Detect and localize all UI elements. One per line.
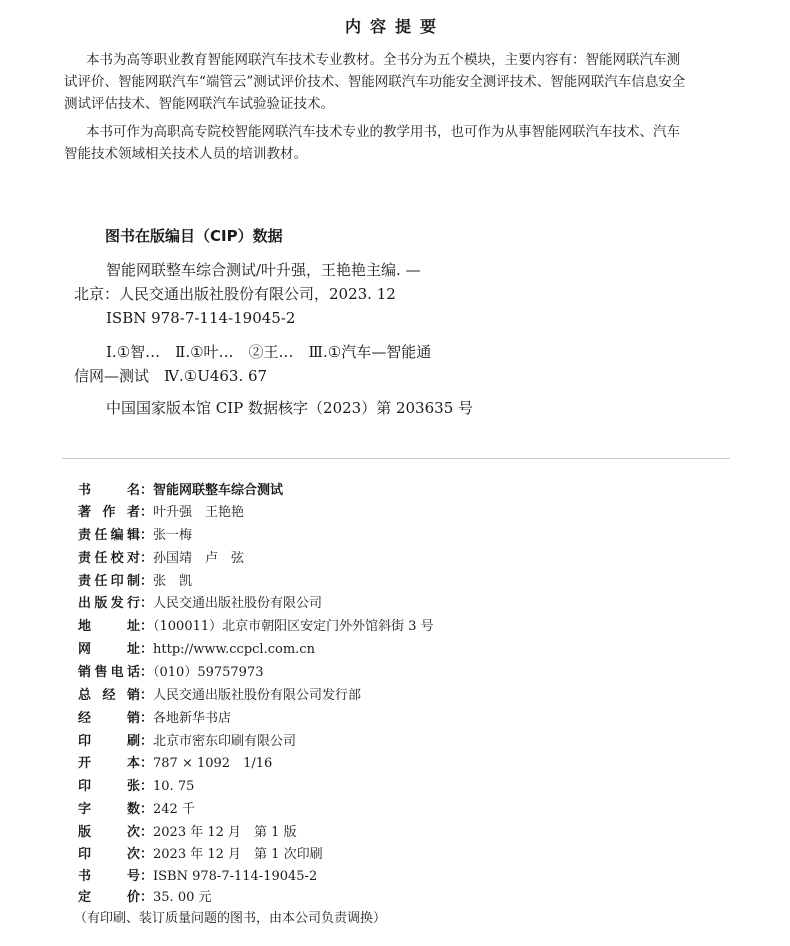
colophon-row [78, 752, 272, 772]
colophon-colon: ： [140, 574, 154, 589]
colophon-value: 787 × 1092 1/16 [153, 756, 273, 771]
summary-line: 本书可作为高职高专院校智能网联汽车技术专业的教学用书，也可作为从事智能网联汽车技术、汽车 [86, 124, 680, 140]
colophon-row [78, 865, 317, 885]
colophon-colon: ： [140, 802, 154, 817]
colophon-colon: ： [140, 734, 154, 749]
colophon-label: 销售电话 [78, 665, 140, 680]
colophon-colon: ： [140, 869, 154, 884]
colophon-value: 张 凯 [153, 574, 193, 589]
colophon-colon: ： [140, 756, 154, 771]
cip-line: ISBN 978-7-114-19045-2 [106, 309, 296, 327]
cip-line: Ⅰ.①智… Ⅱ.①叶… ②王… Ⅲ.①汽车—智能通 [106, 343, 432, 361]
colophon-value: 242 千 [153, 802, 195, 817]
colophon-colon: ： [140, 688, 154, 703]
colophon-label: 责任编辑 [78, 528, 140, 543]
colophon-label: 开本 [78, 756, 140, 771]
colophon-row [78, 730, 296, 750]
colophon-row [78, 615, 434, 635]
colophon-value: 智能网联整车综合测试 [153, 483, 284, 498]
cip-title: 图书在版编目（CIP）数据 [105, 227, 283, 245]
cip-line: 北京：人民交通出版社股份有限公司，2023. 12 [74, 285, 396, 303]
colophon-colon: ： [140, 665, 154, 680]
colophon-row [78, 843, 323, 863]
colophon-row [78, 592, 322, 612]
colophon-colon: ： [140, 551, 154, 566]
colophon-colon: ： [140, 825, 154, 840]
colophon-value: 人民交通出版社股份有限公司发行部 [153, 688, 362, 703]
cip-line: 中国国家版本馆 CIP 数据核字（2023）第 203635 号 [106, 399, 474, 417]
colophon-row [78, 886, 212, 906]
colophon-value: （010）59757973 [153, 665, 264, 680]
colophon-label: 责任印制 [78, 574, 140, 589]
colophon-label: 印次 [78, 847, 140, 862]
colophon-row [78, 684, 361, 704]
colophon-row [78, 501, 244, 521]
colophon-value: 2023 年 12 月 第 1 次印刷 [153, 847, 323, 862]
colophon-row [78, 798, 195, 818]
colophon-value: ISBN 978-7-114-19045-2 [153, 869, 318, 884]
colophon-label: 责任校对 [78, 551, 140, 566]
colophon-label: 印张 [78, 779, 140, 794]
colophon-colon: ： [140, 890, 154, 905]
colophon-value: 35. 00 元 [153, 890, 212, 905]
colophon-colon: ： [140, 711, 154, 726]
colophon-row [78, 570, 192, 590]
colophon-value: 人民交通出版社股份有限公司 [153, 596, 323, 611]
cip-line: 信网—测试 Ⅳ.①U463. 67 [74, 367, 268, 385]
colophon-row [78, 821, 297, 841]
cip-line: 智能网联整车综合测试/叶升强，王艳艳主编. — [106, 261, 421, 279]
colophon-row [78, 661, 264, 681]
colophon-row [78, 524, 192, 544]
colophon-value: 10. 75 [153, 779, 195, 794]
colophon-value: 各地新华书店 [153, 711, 232, 726]
colophon-colon: ： [140, 642, 154, 657]
colophon-label: 地址 [78, 619, 140, 634]
colophon-colon: ： [140, 847, 154, 862]
colophon-colon: ： [140, 483, 154, 498]
colophon-value: 张一梅 [153, 528, 193, 543]
summary-line: 试评价、智能网联汽车“端管云”测试评价技术、智能网联汽车功能安全测评技术、智能网联汽车信息安全 [64, 74, 686, 90]
colophon-row [78, 707, 231, 727]
colophon-label: 经销 [78, 711, 140, 726]
colophon-colon: ： [140, 779, 154, 794]
quality-note: （有印刷、装订质量问题的图书，由本公司负责调换） [74, 911, 387, 926]
colophon-label: 字数 [78, 802, 140, 817]
colophon-label: 总经销 [78, 688, 140, 703]
colophon-label: 网址 [78, 642, 140, 657]
summary-line: 智能技术领域相关技术人员的培训教材。 [64, 146, 307, 162]
colophon-label: 版次 [78, 825, 140, 840]
colophon-value: （100011）北京市朝阳区安定门外外馆斜街 3 号 [153, 619, 434, 634]
colophon-colon: ： [140, 505, 154, 520]
colophon-value: 叶升强 王艳艳 [153, 505, 245, 520]
colophon-colon: ： [140, 596, 154, 611]
colophon-colon: ： [140, 619, 154, 634]
colophon-value: 2023 年 12 月 第 1 版 [153, 825, 297, 840]
colophon-label: 出版发行 [78, 596, 140, 611]
colophon-value: 孙国靖 卢 弦 [153, 551, 245, 566]
colophon-row [78, 479, 283, 499]
divider [62, 458, 730, 459]
summary-heading: 内容提要 [344, 17, 445, 36]
colophon-label: 印刷 [78, 734, 140, 749]
colophon-label: 书号 [78, 869, 140, 884]
colophon-label: 著作者 [78, 505, 140, 520]
colophon-colon: ： [140, 528, 154, 543]
colophon-row [78, 547, 244, 567]
colophon-label: 书名 [78, 483, 140, 498]
colophon-row [78, 638, 315, 658]
summary-line: 测试评估技术、智能网联汽车试验验证技术。 [64, 96, 334, 112]
colophon-label: 定价 [78, 890, 140, 905]
colophon-row [78, 775, 194, 795]
colophon-value: 北京市密东印刷有限公司 [153, 734, 297, 749]
colophon-value: http://www.ccpcl.com.cn [153, 642, 315, 657]
summary-line: 本书为高等职业教育智能网联汽车技术专业教材。全书分为五个模块，主要内容有：智能网联汽车测 [86, 52, 680, 68]
